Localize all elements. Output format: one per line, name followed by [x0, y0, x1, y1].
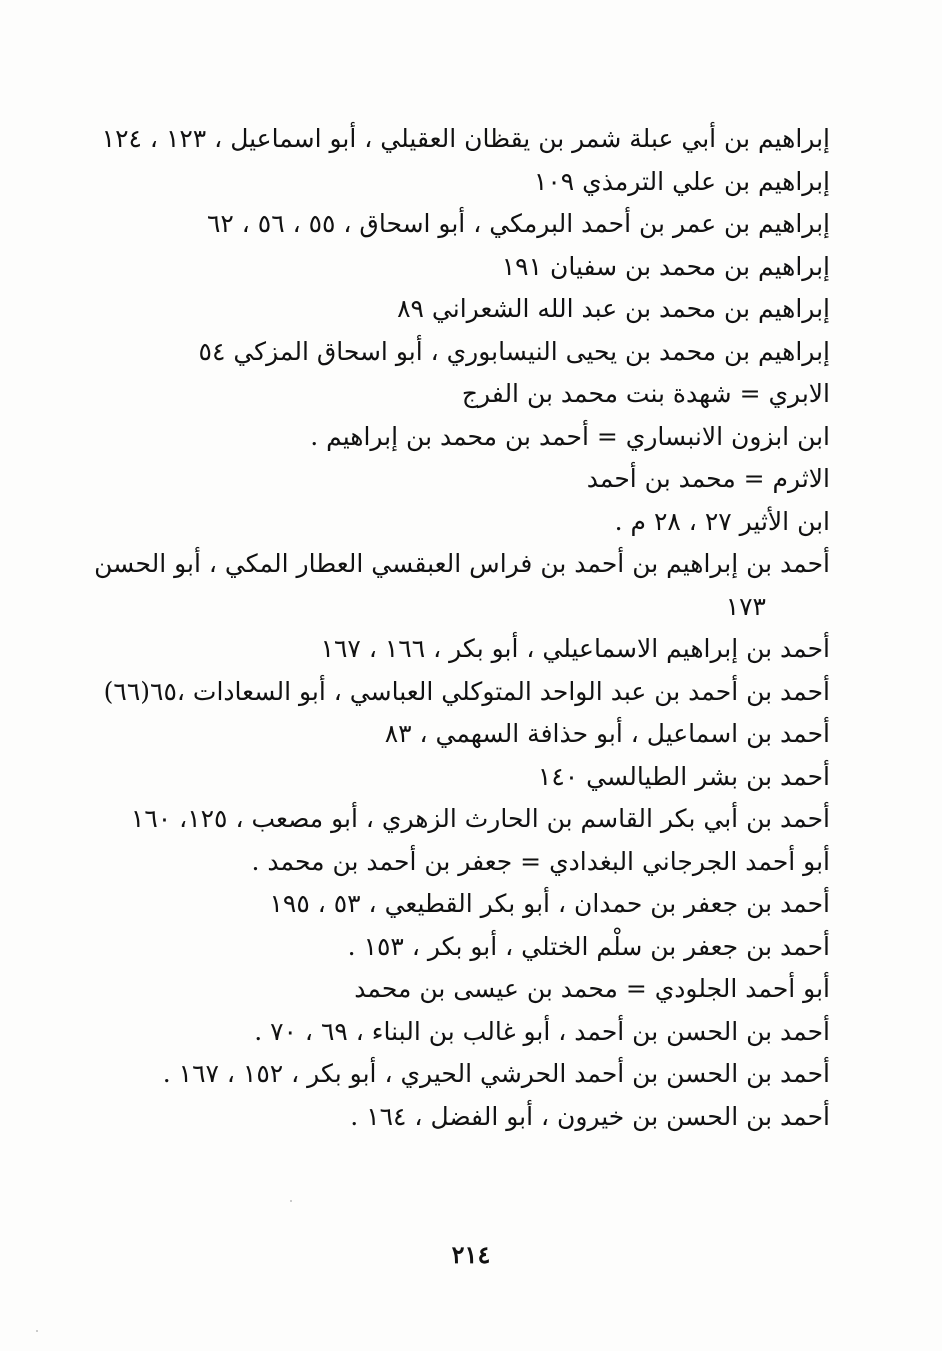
index-entry: ابن ابزون الانبساري = أحمد بن محمد بن إبراهيم . — [310, 421, 830, 451]
index-entry: إبراهيم بن محمد بن عبد الله الشعراني ٨٩ — [397, 294, 830, 323]
index-entry: أحمد بن الحسن بن خيرون ، أبو الفضل ، ١٦٤ . — [350, 1101, 830, 1131]
index-entry: أبو أحمد الجرجاني البغدادي = جعفر بن أحمد بن محمد . — [251, 846, 830, 876]
index-entry: أحمد بن اسماعيل ، أبو حذافة السهمي ، ٨٣ — [384, 719, 830, 748]
index-entry: الاثرم = محمد بن أحمد — [586, 464, 830, 493]
index-entry-wrapped-line2: ١٧٣ — [725, 591, 766, 621]
index-entry-wrapped-line1: أحمد بن إبراهيم بن أحمد بن فراس العبقسي العطار المكي ، أبو الحسن — [94, 549, 830, 578]
index-list — [90, 118, 830, 1138]
index-entry: أحمد بن بشر الطيالسي ١٤٠ — [537, 761, 830, 791]
page-number: ٢١٤ — [451, 1240, 491, 1269]
index-entry: أحمد بن جعفر بن سلْم الختلي ، أبو بكر ، ١٥٣ . — [347, 931, 830, 961]
index-entry: أحمد بن إبراهيم الاسماعيلي ، أبو بكر ، ١٦٦ ، ١٦٧ — [320, 634, 830, 663]
index-entry: إبراهيم بن عمر بن أحمد البرمكي ، أبو اسحاق ، ٥٥ ، ٥٦ ، ٦٢ — [206, 209, 830, 238]
index-entry: إبراهيم بن علي الترمذي ١٠٩ — [533, 166, 830, 196]
index-entry: أبو أحمد الجلودي = محمد بن عيسى بن محمد — [354, 974, 830, 1003]
index-entry: أحمد بن الحسن بن أحمد ، أبو غالب بن البناء ، ٦٩ ، ٧٠ . — [254, 1016, 830, 1046]
index-entry: الابري = شهدة بنت محمد بن الفرج — [461, 379, 830, 408]
index-entry: أحمد بن الحسن بن أحمد الحرشي الحيري ، أبو بكر ، ١٥٢ ، ١٦٧ . — [162, 1059, 830, 1088]
index-entry: ابن الأثير ٢٧ ، ٢٨ م . — [614, 506, 830, 536]
index-entry: إبراهيم بن محمد بن يحيى النيسابوري ، أبو اسحاق المزكي ٥٤ — [198, 336, 830, 366]
index-entry: إبراهيم بن أبي عبلة شمر بن يقظان العقيلي ، أبو اسماعيل ، ١٢٣ ، ١٢٤ — [101, 124, 830, 153]
index-entry: أحمد بن جعفر بن حمدان ، أبو بكر القطيعي ، ٥٣ ، ١٩٥ — [269, 889, 830, 918]
index-entry: أحمد بن أحمد بن عبد الواحد المتوكلي العباسي ، أبو السعادات ،٦٥(٦٦) — [103, 676, 830, 706]
index-entry: أحمد بن أبي بكر القاسم بن الحارث الزهري ، أبو مصعب ، ١٢٥، ١٦٠ — [130, 804, 830, 833]
scan-speck — [290, 1200, 292, 1202]
scan-speck — [36, 1330, 38, 1332]
index-entry: إبراهيم بن محمد بن سفيان ١٩١ — [501, 251, 830, 281]
